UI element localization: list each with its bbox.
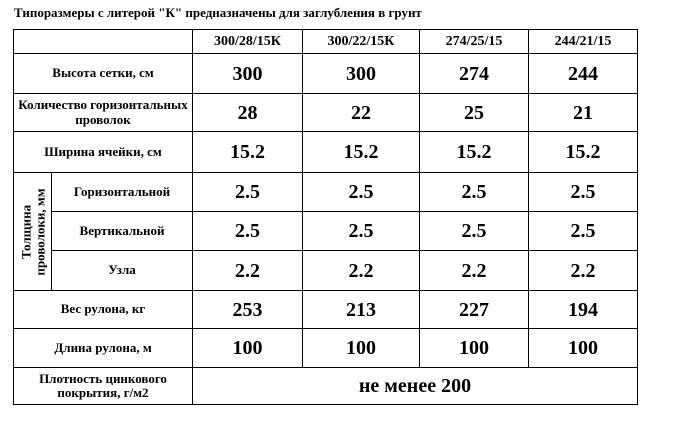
corner-cell [14,30,193,54]
table-cell: 100 [303,329,420,368]
table-cell: 2.5 [529,173,638,212]
table-cell: 15.2 [303,132,420,173]
table-cell: 25 [420,94,529,132]
zinc-value-cell: не менее 200 [193,368,638,405]
wire-thickness-group-label [14,173,52,291]
table-cell: 2.5 [303,173,420,212]
table-cell: 21 [529,94,638,132]
table-row [14,132,638,173]
row-label-zinc: Плотность цинкового покрытия, г/м2 [14,368,193,405]
row-label-horiz-count: Количество горизонтальных проволок [14,94,193,132]
table-row [14,173,638,212]
table-cell: 244 [529,54,638,94]
table-row [14,251,638,291]
table-cell: 15.2 [529,132,638,173]
column-header: 300/22/15К [303,30,420,54]
table-row [14,291,638,329]
header-row [14,30,638,54]
table-caption: Типоразмеры с литерой "К" предназначены для заглубления в грунт [14,5,422,20]
table-cell: 227 [420,291,529,329]
row-label-cell-width: Ширина ячейки, см [14,132,193,173]
table-cell: 15.2 [420,132,529,173]
table-cell: 2.5 [193,173,303,212]
table-cell: 194 [529,291,638,329]
wire-thickness-label-text [19,188,46,275]
table-row [14,212,638,251]
table-cell: 213 [303,291,420,329]
table-row [14,94,638,132]
column-header: 274/25/15 [420,30,529,54]
table-cell: 2.5 [420,173,529,212]
row-label-weight: Вес рулона, кг [14,291,193,329]
group-label-line: проволоки, мм [31,187,47,276]
row-label-vertical: Вертикальной [52,212,193,251]
table-row [14,329,638,368]
table-cell: 2.5 [193,212,303,251]
table-cell: 2.2 [529,251,638,291]
table-cell: 22 [303,94,420,132]
row-label-height: Высота сетки, см [14,54,193,94]
table-cell: 2.5 [420,212,529,251]
column-header: 244/21/15 [529,30,638,54]
table-cell: 15.2 [193,132,303,173]
table-cell: 28 [193,94,303,132]
table-cell: 274 [420,54,529,94]
table-cell: 2.5 [529,212,638,251]
table-cell: 100 [420,329,529,368]
spec-table [13,29,638,405]
table-cell: 2.5 [303,212,420,251]
table-cell: 2.2 [303,251,420,291]
row-label-knot: Узла [52,251,193,291]
table-row [14,368,638,405]
table-row [14,54,638,94]
table-cell: 100 [529,329,638,368]
group-label-line: Толщина [17,204,33,259]
table-cell: 300 [193,54,303,94]
table-cell: 100 [193,329,303,368]
table-cell: 300 [303,54,420,94]
row-label-horizontal: Горизонтальной [52,173,193,212]
table-cell: 2.2 [193,251,303,291]
table-cell: 2.2 [420,251,529,291]
row-label-length: Длина рулона, м [14,329,193,368]
table-cell: 253 [193,291,303,329]
column-header: 300/28/15К [193,30,303,54]
